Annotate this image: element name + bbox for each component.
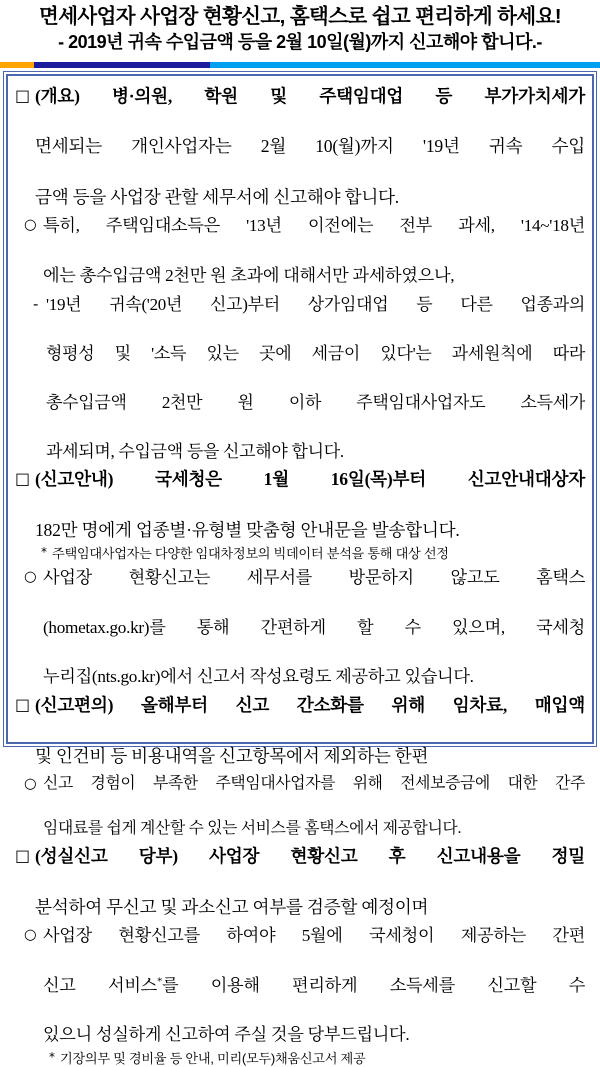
paragraph-faithful-filing-text [35, 844, 585, 920]
block-overview [15, 84, 585, 211]
paragraph-2019-taxation-change-text [46, 293, 585, 464]
paragraph-filing-convenience-text [35, 693, 585, 769]
block-2019-taxation-change [15, 293, 585, 464]
circle-bullet-icon: ○ [24, 775, 37, 792]
paragraph-filing-guide [15, 467, 585, 543]
paragraph-hometax-filing [15, 566, 585, 690]
divider-segment-sky [210, 62, 600, 68]
page-title: 면세사업자 사업장 현황신고, 홈택스로 쉽고 편리하게 하세요! [39, 5, 561, 28]
overview-line-3: 금액 등을 사업장 관할 세무서에 신고해야 합니다. [35, 187, 399, 208]
block-filing-convenience [15, 693, 585, 769]
filing-convenience-line-2: 및 인건비 등 비용내역을 신고항목에서 제외하는 한편 [35, 745, 429, 766]
simple-filing-line-2: 신고 서비스*를 이용해 편리하게 소득세를 신고할 수 [43, 975, 585, 995]
circle-bullet-icon: ○ [24, 569, 37, 586]
deemed-rent-line-1: 신고 경험이 부족한 주택임대사업자를 위해 전세보증금에 대한 간주 [43, 774, 585, 792]
taxation-change-line-3: 총수입금액 2천만 원 이하 주택임대사업자도 소득세가 [46, 392, 585, 412]
overview-line-2: 면세되는 개인사업자는 2월 10(월)까지 '19년 귀속 수입 [35, 136, 585, 157]
paragraph-hometax-filing-text [43, 566, 585, 690]
block-faithful-filing [15, 844, 585, 920]
note-bookkeeping [15, 1050, 585, 1067]
paragraph-simple-filing-service-text [43, 924, 585, 1048]
paragraph-housing-rental-history-text [43, 214, 585, 288]
paragraph-deemed-rent-service-text [43, 773, 585, 841]
housing-rental-line-2: 에는 총수입금액 2천만 원 초과에 대해서만 과세하였으나, [43, 265, 455, 285]
block-simple-filing-service [15, 924, 585, 1067]
faithful-filing-label: (성실신고 당부) 사업장 현황신고 후 신고내용을 정밀 [35, 846, 585, 867]
housing-rental-line-1: 특히, 주택임대소득은 '13년 이전에는 전부 과세, '14~'18년 [43, 216, 585, 236]
deemed-rent-line-2: 임대료를 쉽게 계산할 수 있는 서비스를 홈택스에서 제공합니다. [43, 820, 462, 838]
tricolor-divider [0, 62, 600, 68]
divider-segment-orange [0, 62, 34, 68]
filing-guide-label: (신고안내) 국세청은 1월 16일(목)부터 신고안내대상자 [35, 469, 585, 490]
hometax-line-3: 누리집(nts.go.kr)에서 신고서 작성요령도 제공하고 있습니다. [43, 667, 474, 687]
asterisk-icon: * [49, 1049, 55, 1064]
taxation-change-line-4: 과세되며, 수입금액 등을 신고해야 합니다. [46, 441, 344, 461]
block-housing-rental-history [15, 214, 585, 288]
page-subtitle: - 2019년 귀속 수입금액 등을 2월 10일(월)까지 신고해야 합니다.- [58, 32, 542, 53]
asterisk-icon: * [41, 545, 47, 559]
circle-bullet-icon: ○ [24, 217, 37, 234]
document-header [0, 0, 600, 57]
faithful-filing-line-2: 분석하여 무신고 및 과소신고 여부를 검증할 예정이며 [35, 896, 429, 917]
note-bookkeeping-text: 기장의무 및 경비율 등 안내, 미리(모두)채움신고서 제공 [60, 1050, 366, 1066]
simple-filing-line-1: 사업장 현황신고를 하여야 5월에 국세청이 제공하는 간편 [43, 926, 585, 946]
simple-filing-line-3: 있으니 성실하게 신고하여 주실 것을 당부드립니다. [43, 1025, 410, 1045]
paragraph-filing-guide-text [35, 467, 585, 543]
paragraph-overview-text [35, 84, 585, 211]
paragraph-filing-convenience [15, 693, 585, 769]
content-frame-inner [6, 74, 594, 1066]
paragraph-simple-filing-service [15, 924, 585, 1048]
filing-convenience-label: (신고편의) 올해부터 신고 간소화를 위해 임차료, 매입액 [35, 694, 585, 715]
paragraph-housing-rental-history [15, 214, 585, 288]
paragraph-2019-taxation-change [15, 293, 585, 464]
taxation-change-line-2: 형평성 및 '소득 있는 곳에 세금이 있다'는 과세원칙에 따라 [46, 343, 585, 363]
square-bullet-icon: □ [15, 694, 31, 714]
square-bullet-icon: □ [15, 846, 31, 866]
block-deemed-rent-service [15, 773, 585, 841]
circle-bullet-icon: ○ [24, 927, 37, 944]
hometax-line-1: 사업장 현황신고는 세무서를 방문하지 않고도 홈택스 [43, 568, 585, 588]
filing-guide-line-2: 182만 명에게 업종별·유형별 맞춤형 안내문을 발송합니다. [35, 519, 460, 540]
square-bullet-icon: □ [15, 469, 31, 489]
paragraph-faithful-filing [15, 844, 585, 920]
square-bullet-icon: □ [15, 85, 31, 105]
divider-segment-navy [34, 62, 210, 68]
hometax-line-2: (hometax.go.kr)를 통해 간편하게 할 수 있으며, 국세청 [43, 617, 585, 637]
block-hometax-filing [15, 566, 585, 690]
paragraph-overview [15, 84, 585, 211]
note-bigdata-text: 주택임대사업자는 다양한 임대차정보의 빅데이터 분석을 통해 대상 선정 [52, 546, 449, 561]
block-filing-guide [15, 467, 585, 562]
taxation-change-line-1: '19년 귀속('20년 신고)부터 상가임대업 등 다른 업종과의 [46, 294, 585, 314]
overview-label: (개요) 병·의원, 학원 및 주택임대업 등 부가가치세가 [35, 85, 585, 106]
paragraph-deemed-rent-service [15, 773, 585, 841]
content-frame-outer [3, 71, 597, 1066]
dash-bullet-icon: - [33, 294, 39, 313]
note-bigdata [15, 545, 585, 562]
